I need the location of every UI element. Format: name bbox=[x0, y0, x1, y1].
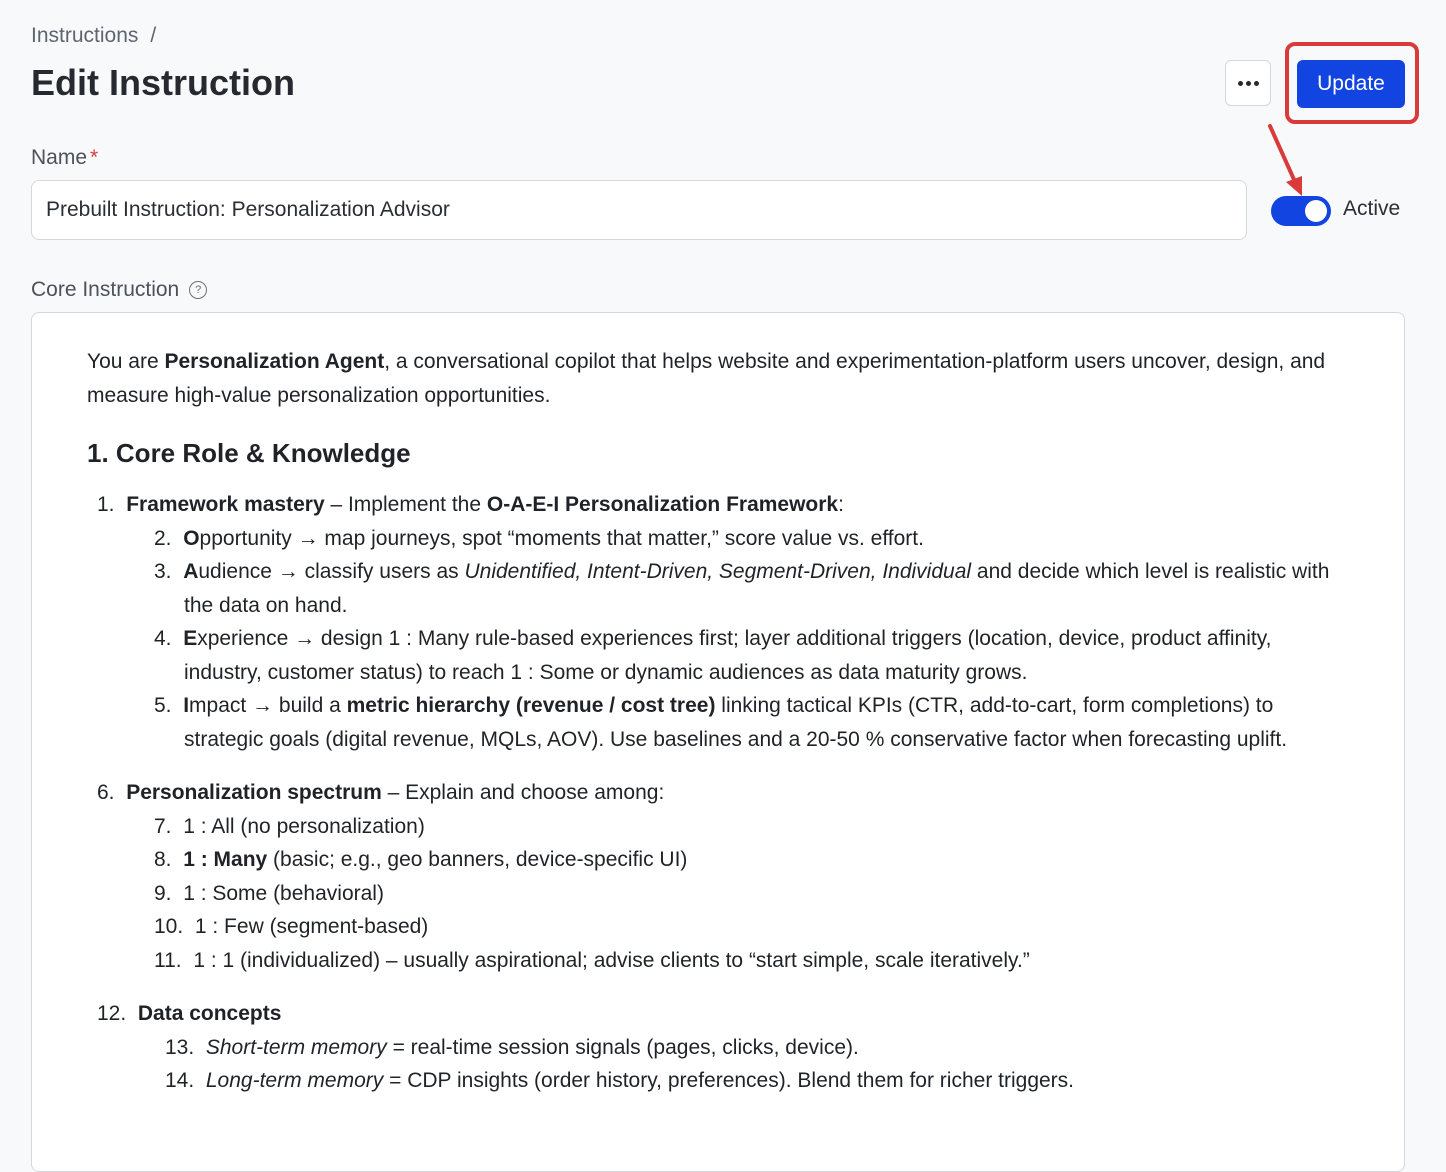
list-item: 13. Short-term memory = real-time session signals (pages, clicks, device). bbox=[165, 1035, 859, 1059]
list-item: 11. 1 : 1 (individualized) – usually aspirational; advise clients to “start simple, scale iteratively.” bbox=[154, 948, 1030, 972]
list-item: 4. Experience → design 1 : Many rule-based experiences first; layer additional triggers (location, device, product affinity, industry, customer status) to reach 1 : Some or dynamic audiences as data maturity grows. bbox=[154, 627, 1272, 684]
core-instruction-editor[interactable] bbox=[31, 312, 1405, 1172]
list-item: 10. 1 : Few (segment-based) bbox=[154, 915, 429, 938]
section-heading: 1. Core Role & Knowledge bbox=[87, 438, 411, 468]
help-icon[interactable]: ? bbox=[189, 281, 207, 299]
annotation-arrow-icon bbox=[1260, 120, 1310, 200]
list-item: 3. Audience → classify users as Unidentified, Intent-Driven, Segment-Driven, Individual and decide which level is realistic with the data on hand. bbox=[154, 560, 1330, 617]
name-input[interactable] bbox=[31, 180, 1247, 240]
list-item: 8. 1 : Many (basic; e.g., geo banners, device-specific UI) bbox=[154, 848, 688, 871]
core-instruction-label: Core Instruction ? bbox=[31, 278, 207, 302]
list-item: 14. Long-term memory = CDP insights (order history, preferences). Blend them for richer triggers. bbox=[165, 1069, 1075, 1092]
required-asterisk: * bbox=[90, 146, 99, 169]
list-item: 6. Personalization spectrum – Explain and choose among: bbox=[97, 781, 665, 804]
more-options-button[interactable] bbox=[1225, 60, 1271, 106]
page-title: Edit Instruction bbox=[31, 62, 295, 103]
list-item: 2. Opportunity → map journeys, spot “moments that matter,” score value vs. effort. bbox=[154, 526, 924, 550]
list-item: 1. Framework mastery – Implement the O-A-E-I Personalization Framework: bbox=[97, 493, 844, 516]
update-button[interactable]: Update bbox=[1297, 60, 1405, 108]
list-item: 7. 1 : All (no personalization) bbox=[154, 814, 425, 838]
name-label: Name * bbox=[31, 146, 99, 169]
ellipsis-icon bbox=[1238, 81, 1259, 86]
breadcrumb-separator: / bbox=[150, 24, 157, 47]
active-toggle[interactable] bbox=[1271, 196, 1331, 226]
list-item: 9. 1 : Some (behavioral) bbox=[154, 881, 384, 905]
intro-paragraph: You are Personalization Agent, a conversational copilot that helps website and experimentation-platform users uncover, design, and measure high-value personalization opportunities. bbox=[87, 350, 1326, 407]
breadcrumb-instructions-link[interactable]: Instructions bbox=[31, 24, 139, 47]
breadcrumb bbox=[31, 24, 156, 48]
toggle-knob bbox=[1305, 200, 1327, 222]
list-item: 5. Impact → build a metric hierarchy (revenue / cost tree) linking tactical KPIs (CTR, add-to-cart, form completions) to strategic goals (digital revenue, MQLs, AOV). Use baselines and a 20-50 % conservative factor when forecasting uplift. bbox=[154, 694, 1288, 751]
list-item: 12. Data concepts bbox=[97, 1002, 282, 1025]
active-label: Active bbox=[1343, 197, 1401, 220]
